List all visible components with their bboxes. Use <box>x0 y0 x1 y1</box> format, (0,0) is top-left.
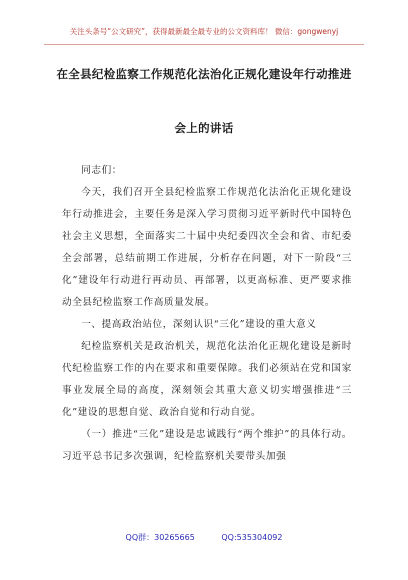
paragraph-significance: 纪检监察机关是政治机关，规范化法治化正规化建设是新时代纪检监察工作的内在要求和重要保障。我们必须站在党和国家事业发展全局的高度，深刻领会其重大意义切实增强推进“三化”建设的思想自觉、政治自觉和行动自觉。 <box>62 341 352 418</box>
qq-group: QQ群：30265665 <box>125 533 195 542</box>
document-title-line2: 会上的讲话 <box>174 121 234 135</box>
promo-header: 关注头条号“公文研究”，获得最新最全最专业的公文资料库！ 微信：gongwenyj <box>69 27 339 36</box>
greeting: 同志们： <box>81 165 122 176</box>
document-title-line1: 在全县纪检监察工作规范化法治化正规化建设年行动推进 <box>56 67 352 81</box>
section-heading-1: 一、提高政治站位，深刻认识“三化”建设的重大意义 <box>81 319 317 330</box>
paragraph-intro: 今天，我们召开全县纪检监察工作规范化法治化正规化建设年行动推进会，主要任务是深入学习贯彻习近平新时代中国特色社会主义思想，全面落实二十届中央纪委四次全会和省、市纪委全会部署，总结前期工作进展，分析存在问题，对下一阶段“三化”建设年行动进行再动员、再部署，以更高标准、更严要求推动全县纪检监察工作高质量发展。 <box>62 187 352 308</box>
header-divider <box>44 44 364 45</box>
qq-contact: QQ:535304092 <box>221 533 283 542</box>
subsection-1: （一）推进“三化”建设是忠诚践行“两个维护”的具体行动。习近平总书记多次强调，纪检监察机关要带头加强 <box>62 429 352 462</box>
contact-footer <box>0 532 408 543</box>
document-body <box>62 160 352 468</box>
